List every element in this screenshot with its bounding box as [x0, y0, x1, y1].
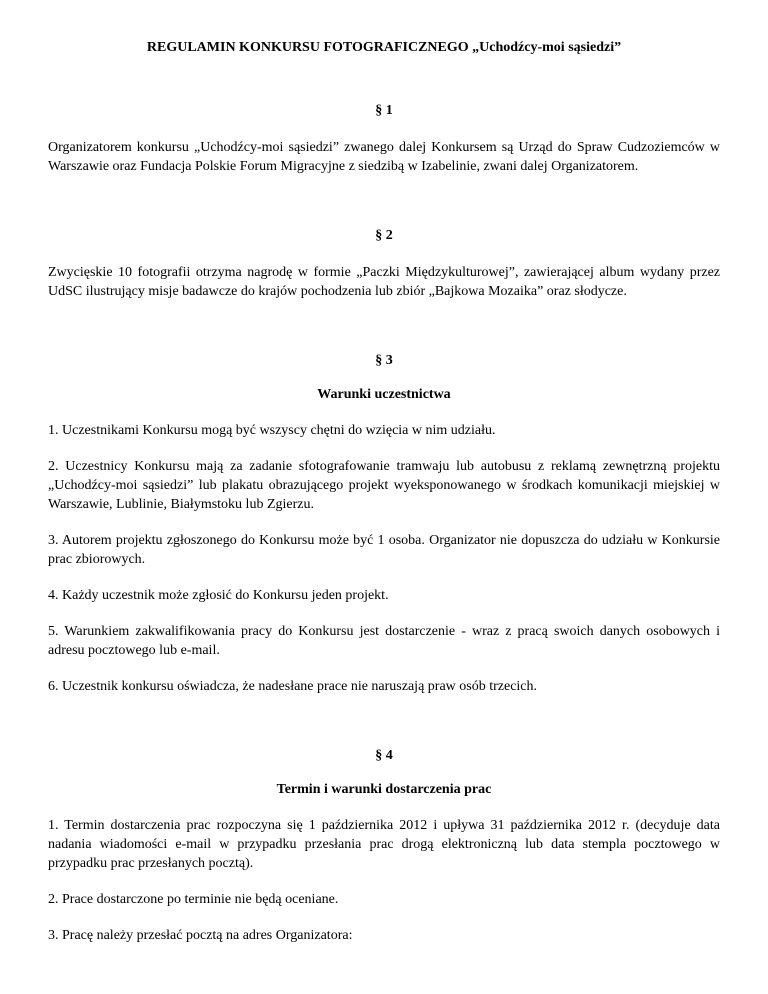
- section-4-item-1: 1. Termin dostarczenia prac rozpoczyna się 1 października 2012 i upływa 31 października 2012 r. (decyduje data nadania wiadomości e-mail w przypadku przesłania prac drogą elektroniczną lub data stempla pocztowego w przypadku prac przesłanych pocztą).: [48, 818, 720, 871]
- section-4-subheading: Termin i warunki dostarczenia prac: [276, 782, 492, 797]
- section-3-heading: § 3: [375, 353, 393, 368]
- section-2-heading: § 2: [375, 228, 393, 243]
- document-page: [48, 38, 720, 962]
- section-3-item-4: 4. Każdy uczestnik może zgłosić do Konkursu jeden projekt.: [48, 588, 389, 603]
- section-3-item-3: 3. Autorem projektu zgłoszonego do Konkursu może być 1 osoba. Organizator nie dopuszcza do udziału w Konkursie prac zbiorowych.: [48, 533, 720, 567]
- section-4-item-2: 2. Prace dostarczone po terminie nie będą oceniane.: [48, 892, 339, 907]
- document-title: REGULAMIN KONKURSU FOTOGRAFICZNEGO „Uchodźcy-moi sąsiedzi”: [146, 40, 622, 55]
- section-3-item-6: 6. Uczestnik konkursu oświadcza, że nadesłane prace nie naruszają praw osób trzecich.: [48, 679, 538, 694]
- section-1-paragraph: Organizatorem konkursu „Uchodźcy-moi sąsiedzi” zwanego dalej Konkursem są Urząd do Spraw Cudzoziemców w Warszawie oraz Fundacja Polskie Forum Migracyjne z siedzibą w Izabelinie, zwani dalej Organizatorem.: [48, 140, 720, 174]
- section-4-heading: § 4: [375, 748, 393, 763]
- section-3-subheading: Warunki uczestnictwa: [317, 387, 451, 402]
- section-3-item-1: 1. Uczestnikami Konkursu mogą być wszyscy chętni do wzięcia w nim udziału.: [48, 423, 496, 438]
- section-3-item-5: 5. Warunkiem zakwalifikowania pracy do Konkursu jest dostarczenie - wraz z pracą swoich danych osobowych i adresu pocztowego lub e-mail.: [48, 624, 720, 658]
- section-2-paragraph: Zwycięskie 10 fotografii otrzyma nagrodę w formie „Paczki Międzykulturowej”, zawierającej album wydany przez UdSC ilustrujący misje badawcze do krajów pochodzenia lub zbiór „Bajkowa Mozaika” oraz słodycze.: [48, 265, 720, 299]
- section-1-heading: § 1: [375, 103, 393, 118]
- section-4-item-3: 3. Pracę należy przesłać pocztą na adres Organizatora:: [48, 928, 353, 943]
- section-3-item-2: 2. Uczestnicy Konkursu mają za zadanie sfotografowanie tramwaju lub autobusu z reklamą zewnętrzną projektu „Uchodźcy-moi sąsiedzi” lub plakatu obrazującego projekt wyeksponowanego w środkach komunikacji miejskiej w Warszawie, Lublinie, Białymstoku lub Zgierzu.: [48, 459, 720, 512]
